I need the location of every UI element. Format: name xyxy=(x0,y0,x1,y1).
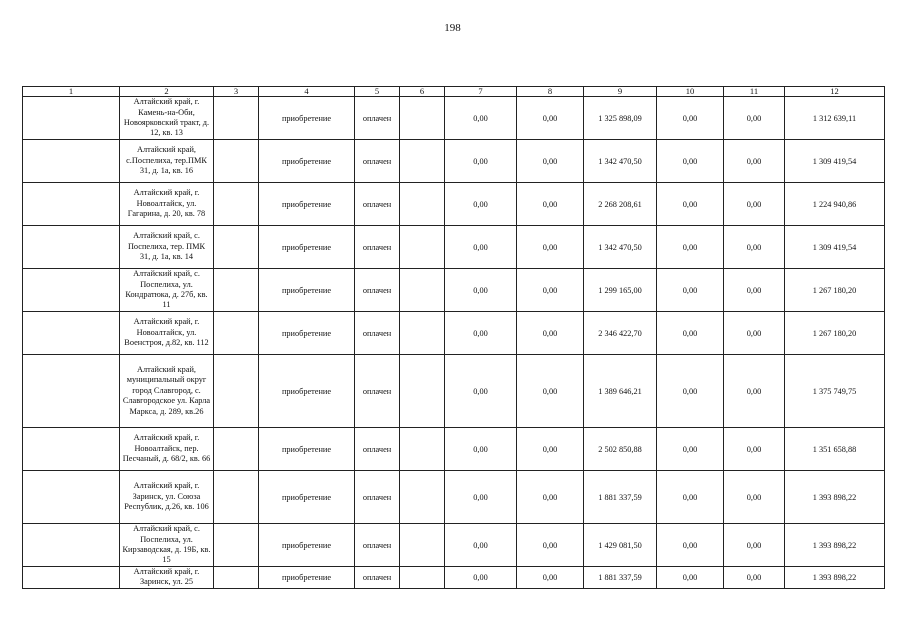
cell-c9: 2 346 422,70 xyxy=(584,312,657,355)
cell-type: приобретение xyxy=(259,269,355,312)
cell-c11: 0,00 xyxy=(724,355,785,428)
cell-c12: 1 375 749,75 xyxy=(785,355,885,428)
cell-type: приобретение xyxy=(259,312,355,355)
cell-c11: 0,00 xyxy=(724,524,785,567)
cell-c12: 1 393 898,22 xyxy=(785,567,885,589)
table-row xyxy=(23,355,885,428)
cell-c9: 1 342 470,50 xyxy=(584,140,657,183)
column-header-2: 2 xyxy=(120,87,214,97)
cell-empty xyxy=(400,567,445,589)
cell-c10: 0,00 xyxy=(657,226,724,269)
cell-empty xyxy=(23,428,120,471)
cell-c8: 0,00 xyxy=(517,226,584,269)
cell-c12: 1 309 419,54 xyxy=(785,226,885,269)
header-row xyxy=(23,87,885,97)
cell-type: приобретение xyxy=(259,428,355,471)
column-header-6: 6 xyxy=(400,87,445,97)
cell-c9: 1 429 081,50 xyxy=(584,524,657,567)
cell-c12: 1 393 898,22 xyxy=(785,471,885,524)
cell-address: Алтайский край, г. Камень-на-Оби, Новоярковский тракт, д. 12, кв. 13 xyxy=(120,97,214,140)
cell-empty xyxy=(214,140,259,183)
cell-c11: 0,00 xyxy=(724,471,785,524)
cell-empty xyxy=(23,140,120,183)
cell-c12: 1 224 940,86 xyxy=(785,183,885,226)
cell-c8: 0,00 xyxy=(517,97,584,140)
cell-status: оплачен xyxy=(355,140,400,183)
cell-address: Алтайский край, муниципальный округ город Славгород, с. Славгородское ул. Карла Маркса, д. 289, кв.26 xyxy=(120,355,214,428)
cell-c12: 1 309 419,54 xyxy=(785,140,885,183)
cell-c10: 0,00 xyxy=(657,471,724,524)
page-number: 198 xyxy=(444,22,461,34)
cell-c8: 0,00 xyxy=(517,355,584,428)
table-row xyxy=(23,567,885,589)
cell-type: приобретение xyxy=(259,524,355,567)
cell-c12: 1 267 180,20 xyxy=(785,312,885,355)
cell-c9: 1 325 898,09 xyxy=(584,97,657,140)
cell-empty xyxy=(23,567,120,589)
cell-empty xyxy=(214,355,259,428)
cell-status: оплачен xyxy=(355,471,400,524)
cell-address: Алтайский край, г. Заринск, ул. Союза Республик, д.26, кв. 106 xyxy=(120,471,214,524)
table-row xyxy=(23,140,885,183)
cell-empty xyxy=(23,97,120,140)
cell-status: оплачен xyxy=(355,183,400,226)
cell-empty xyxy=(400,140,445,183)
column-header-10: 10 xyxy=(657,87,724,97)
cell-empty xyxy=(23,355,120,428)
column-header-5: 5 xyxy=(355,87,400,97)
cell-c7: 0,00 xyxy=(445,226,517,269)
cell-c8: 0,00 xyxy=(517,140,584,183)
cell-c10: 0,00 xyxy=(657,567,724,589)
cell-c11: 0,00 xyxy=(724,567,785,589)
cell-c8: 0,00 xyxy=(517,428,584,471)
cell-c7: 0,00 xyxy=(445,428,517,471)
table-row xyxy=(23,183,885,226)
cell-empty xyxy=(23,312,120,355)
cell-empty xyxy=(214,428,259,471)
table-row xyxy=(23,524,885,567)
cell-empty xyxy=(214,269,259,312)
cell-empty xyxy=(400,312,445,355)
cell-c10: 0,00 xyxy=(657,183,724,226)
cell-c11: 0,00 xyxy=(724,312,785,355)
cell-address: Алтайский край, с. Поспелиха, ул. Кирзаводская, д. 19Б, кв. 15 xyxy=(120,524,214,567)
cell-c8: 0,00 xyxy=(517,183,584,226)
cell-c7: 0,00 xyxy=(445,355,517,428)
cell-empty xyxy=(214,183,259,226)
cell-c7: 0,00 xyxy=(445,567,517,589)
cell-type: приобретение xyxy=(259,355,355,428)
registry-table xyxy=(22,86,885,589)
cell-status: оплачен xyxy=(355,355,400,428)
cell-c10: 0,00 xyxy=(657,524,724,567)
column-header-3: 3 xyxy=(214,87,259,97)
cell-empty xyxy=(23,269,120,312)
cell-c8: 0,00 xyxy=(517,269,584,312)
table-row xyxy=(23,428,885,471)
cell-empty xyxy=(400,524,445,567)
cell-empty xyxy=(23,226,120,269)
cell-status: оплачен xyxy=(355,567,400,589)
cell-empty xyxy=(23,471,120,524)
cell-c10: 0,00 xyxy=(657,428,724,471)
cell-c9: 1 881 337,59 xyxy=(584,567,657,589)
cell-c7: 0,00 xyxy=(445,524,517,567)
column-header-9: 9 xyxy=(584,87,657,97)
cell-empty xyxy=(214,312,259,355)
table-row xyxy=(23,97,885,140)
cell-c7: 0,00 xyxy=(445,183,517,226)
column-header-8: 8 xyxy=(517,87,584,97)
cell-empty xyxy=(214,524,259,567)
cell-empty xyxy=(400,226,445,269)
cell-type: приобретение xyxy=(259,226,355,269)
cell-status: оплачен xyxy=(355,97,400,140)
cell-c9: 1 389 646,21 xyxy=(584,355,657,428)
cell-c8: 0,00 xyxy=(517,567,584,589)
cell-empty xyxy=(23,524,120,567)
cell-c10: 0,00 xyxy=(657,97,724,140)
cell-address: Алтайский край, г. Новоалтайск, ул. Гагарина, д. 20, кв. 78 xyxy=(120,183,214,226)
cell-empty xyxy=(400,355,445,428)
cell-c10: 0,00 xyxy=(657,140,724,183)
cell-c11: 0,00 xyxy=(724,183,785,226)
table-row xyxy=(23,471,885,524)
column-header-7: 7 xyxy=(445,87,517,97)
cell-c8: 0,00 xyxy=(517,312,584,355)
column-header-12: 12 xyxy=(785,87,885,97)
cell-status: оплачен xyxy=(355,312,400,355)
cell-address: Алтайский край, с. Поспелиха, тер. ПМК 31, д. 1а, кв. 14 xyxy=(120,226,214,269)
cell-empty xyxy=(214,226,259,269)
cell-address: Алтайский край, г. Заринск, ул. 25 xyxy=(120,567,214,589)
table-body xyxy=(23,97,885,589)
cell-c10: 0,00 xyxy=(657,355,724,428)
cell-type: приобретение xyxy=(259,567,355,589)
cell-c12: 1 393 898,22 xyxy=(785,524,885,567)
cell-c9: 2 502 850,88 xyxy=(584,428,657,471)
cell-type: приобретение xyxy=(259,97,355,140)
cell-c7: 0,00 xyxy=(445,140,517,183)
cell-status: оплачен xyxy=(355,269,400,312)
cell-c9: 1 342 470,50 xyxy=(584,226,657,269)
cell-c8: 0,00 xyxy=(517,524,584,567)
cell-empty xyxy=(214,97,259,140)
cell-c12: 1 312 639,11 xyxy=(785,97,885,140)
cell-address: Алтайский край, с. Поспелиха, ул. Кондратюка, д. 27б, кв. 11 xyxy=(120,269,214,312)
table-row xyxy=(23,269,885,312)
cell-c10: 0,00 xyxy=(657,312,724,355)
cell-empty xyxy=(214,567,259,589)
cell-c10: 0,00 xyxy=(657,269,724,312)
cell-empty xyxy=(400,471,445,524)
cell-c11: 0,00 xyxy=(724,226,785,269)
cell-empty xyxy=(400,97,445,140)
cell-type: приобретение xyxy=(259,471,355,524)
cell-c7: 0,00 xyxy=(445,269,517,312)
cell-c8: 0,00 xyxy=(517,471,584,524)
cell-address: Алтайский край, г. Новоалтайск, ул. Военстроя, д.82, кв. 112 xyxy=(120,312,214,355)
cell-empty xyxy=(400,269,445,312)
cell-status: оплачен xyxy=(355,524,400,567)
cell-c7: 0,00 xyxy=(445,312,517,355)
cell-empty xyxy=(400,183,445,226)
cell-address: Алтайский край, г. Новоалтайск, пер. Песчаный, д. 68/2, кв. 66 xyxy=(120,428,214,471)
table-row xyxy=(23,312,885,355)
cell-empty xyxy=(400,428,445,471)
cell-type: приобретение xyxy=(259,140,355,183)
cell-c9: 1 881 337,59 xyxy=(584,471,657,524)
column-header-4: 4 xyxy=(259,87,355,97)
cell-address: Алтайский край, с.Поспелиха, тер.ПМК 31, д. 1а, кв. 16 xyxy=(120,140,214,183)
cell-c11: 0,00 xyxy=(724,97,785,140)
cell-c9: 1 299 165,00 xyxy=(584,269,657,312)
column-header-1: 1 xyxy=(23,87,120,97)
cell-c11: 0,00 xyxy=(724,269,785,312)
cell-c11: 0,00 xyxy=(724,140,785,183)
table-row xyxy=(23,226,885,269)
column-header-11: 11 xyxy=(724,87,785,97)
cell-c7: 0,00 xyxy=(445,471,517,524)
cell-c9: 2 268 208,61 xyxy=(584,183,657,226)
cell-c12: 1 267 180,20 xyxy=(785,269,885,312)
cell-empty xyxy=(214,471,259,524)
cell-c11: 0,00 xyxy=(724,428,785,471)
cell-type: приобретение xyxy=(259,183,355,226)
cell-c7: 0,00 xyxy=(445,97,517,140)
cell-c12: 1 351 658,88 xyxy=(785,428,885,471)
cell-empty xyxy=(23,183,120,226)
cell-status: оплачен xyxy=(355,428,400,471)
cell-status: оплачен xyxy=(355,226,400,269)
